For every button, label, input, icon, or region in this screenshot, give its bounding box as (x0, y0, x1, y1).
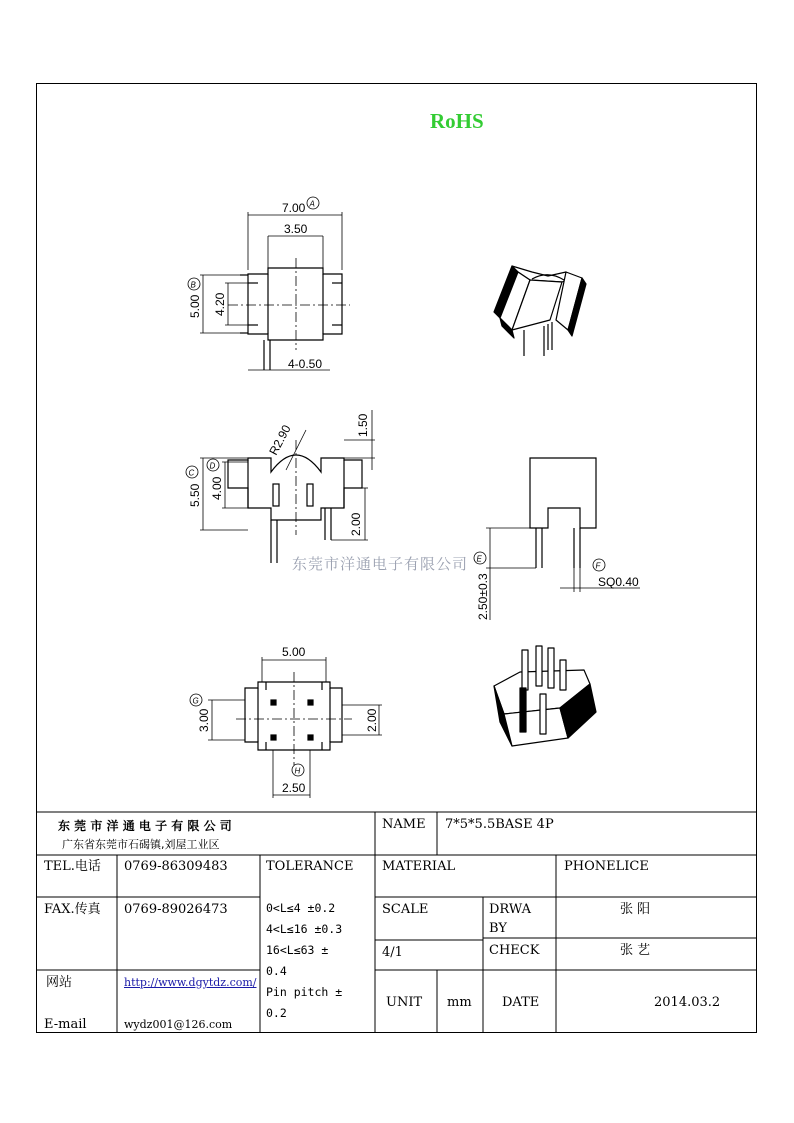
name-value: 7*5*5.5BASE 4P (445, 817, 554, 832)
dim-top-offset: 1.50 (356, 413, 370, 437)
callout-b: B (190, 280, 196, 290)
dim-width-inner: 3.50 (284, 222, 308, 236)
tolerance-line-3: 16<L≤63 ± (266, 943, 329, 957)
tolerance-line-2: 4<L≤16 ±0.3 (266, 922, 343, 936)
drawn-value: 张 阳 (620, 902, 651, 917)
material-value: PHONELICE (564, 859, 649, 874)
callout-e: E (476, 554, 482, 564)
scale-label: SCALE (382, 902, 429, 917)
dim-side-inner: 4.00 (210, 476, 224, 500)
callout-c: C (188, 468, 195, 478)
fax-value: 0769-89026473 (124, 902, 228, 917)
dim-pin-length: 2.00 (349, 512, 363, 536)
company-address: 广东省东莞市石碣镇,刘屋工业区 (62, 838, 220, 851)
dim-height-total: 5.00 (188, 294, 202, 318)
dim-pin-square: SQ0.40 (598, 575, 639, 589)
web-link[interactable]: http://www.dgytdz.com/ (124, 976, 257, 989)
tolerance-line-6: 0.2 (266, 1006, 287, 1020)
tolerance-line-5: Pin pitch ± (266, 985, 343, 999)
dim-pins: 4-0.50 (288, 357, 323, 371)
name-label: NAME (382, 817, 426, 832)
drawn-label-1: DRWA (489, 902, 532, 917)
dim-bottom-right: 2.00 (365, 708, 379, 732)
dim-width-total: 7.00 (282, 201, 306, 215)
unit-value: mm (447, 995, 472, 1010)
tel-label: TEL.电话 (44, 859, 101, 874)
tolerance-line-1: 0<L≤4 ±0.2 (266, 901, 336, 915)
scale-value: 4/1 (382, 945, 403, 960)
callout-a: A (309, 199, 315, 209)
callout-h: H (294, 766, 301, 776)
dim-bottom-height: 3.00 (197, 708, 211, 732)
dim-bottom-width: 5.00 (282, 645, 306, 659)
date-label: DATE (502, 995, 540, 1010)
dim-bottom-pitch: 2.50 (282, 781, 306, 795)
watermark: 东莞市洋通电子有限公司 (292, 555, 469, 573)
tel-value: 0769-86309483 (124, 859, 228, 874)
company-name: 东 莞 市 洋 通 电 子 有 限 公 司 (58, 819, 232, 833)
unit-label: UNIT (386, 995, 423, 1010)
email-value: wydz001@126.com (124, 1018, 233, 1031)
dim-side-height: 5.50 (188, 483, 202, 507)
check-value: 张 艺 (620, 943, 651, 958)
material-label: MATERIAL (382, 859, 456, 874)
callout-f: F (595, 561, 601, 571)
tolerance-line-4: 0.4 (266, 964, 287, 978)
rohs-mark: RoHS (430, 109, 484, 133)
callout-g: G (192, 696, 199, 706)
drawn-label-2: BY (489, 921, 507, 936)
date-value: 2014.03.2 (654, 995, 721, 1010)
web-label: 网站 (46, 975, 73, 990)
check-label: CHECK (489, 943, 540, 958)
callout-d: D (209, 461, 216, 471)
dim-pin-spacing: 2.50±0.3 (476, 573, 490, 620)
tolerance-label: TOLERANCE (266, 859, 354, 874)
email-label: E-mail (44, 1017, 87, 1032)
dim-radius: R2.90 (266, 422, 294, 458)
fax-label: FAX.传真 (44, 902, 101, 917)
dim-height-inner: 4.20 (213, 292, 227, 316)
